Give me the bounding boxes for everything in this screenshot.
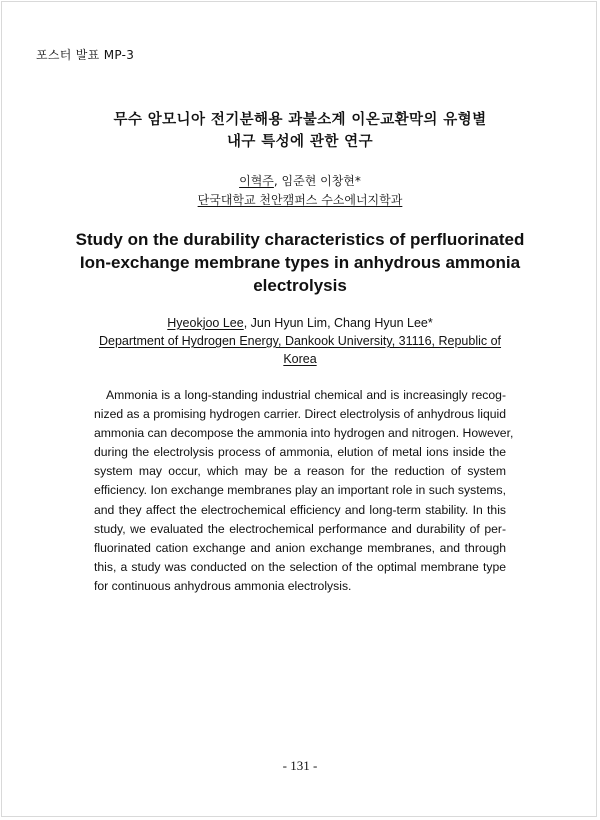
english-affiliation-text-1: Department of Hydrogen Energy, Dankook University, 31116, Republic of xyxy=(98,334,502,348)
english-affiliation-text-2: Korea xyxy=(283,352,317,366)
english-title-line-3: electrolysis xyxy=(253,276,347,295)
page-number: - 131 - xyxy=(282,758,318,773)
abstract-line: this, a study was conducted on the selection of the optimal membrane type xyxy=(94,559,506,574)
english-co-authors: , Jun Hyun Lim, Chang Hyun Lee* xyxy=(243,316,433,330)
abstract-body xyxy=(94,386,514,596)
korean-authors xyxy=(0,172,600,190)
abstract-line: ammonia can decompose the ammonia into hydrogen and nitrogen. However, xyxy=(94,426,514,441)
english-title-line-1: Study on the durability characteristics of perfluorinated xyxy=(75,230,525,249)
abstract-line: efficiency. Ion exchange membranes play an important role in such systems, xyxy=(94,483,506,498)
abstract-line: Ammonia is a long-standing industrial chemical and is increasingly recog- xyxy=(106,388,506,402)
abstract-line: fluorinated cation exchange and anion exchange membranes, and through xyxy=(94,540,506,555)
korean-affiliation-text: 단국대학교 천안캠퍼스 수소에너지학과 xyxy=(197,193,403,207)
abstract-line: and they affect the electrochemical efficiency and long-term stability. In this xyxy=(94,502,506,517)
korean-co-authors: , 임준현 이창현* xyxy=(273,174,361,188)
session-tag: 포스터 발표 MP-3 xyxy=(36,48,135,62)
abstract-line: nized as a promising hydrogen carrier. Direct electrolysis of anhydrous liquid xyxy=(94,407,506,422)
english-affiliation-line-1 xyxy=(0,333,600,350)
english-presenting-author: Hyeokjoo Lee xyxy=(167,316,244,330)
korean-title-line-2: 내구 특성에 관한 연구 xyxy=(226,134,373,150)
english-title-line-2: Ion-exchange membrane types in anhydrous ammonia xyxy=(79,253,521,272)
korean-title-line-1: 무수 암모니아 전기분해용 과불소계 이온교환막의 유형별 xyxy=(113,112,487,128)
abstract-line: study, we evaluated the electrochemical performance and durability of per- xyxy=(94,521,506,536)
korean-presenting-author: 이혁주 xyxy=(239,174,274,188)
korean-affiliation xyxy=(0,191,600,209)
english-affiliation-line-2 xyxy=(0,351,600,368)
english-authors xyxy=(0,315,600,332)
abstract-line: system may occur, which may be a reason for the reduction of system xyxy=(94,464,506,479)
abstract-line: for continuous anhydrous ammonia electrolysis. xyxy=(94,578,352,593)
abstract-line: during the electrolysis process of ammonia, elution of metal ions inside the xyxy=(94,445,506,460)
